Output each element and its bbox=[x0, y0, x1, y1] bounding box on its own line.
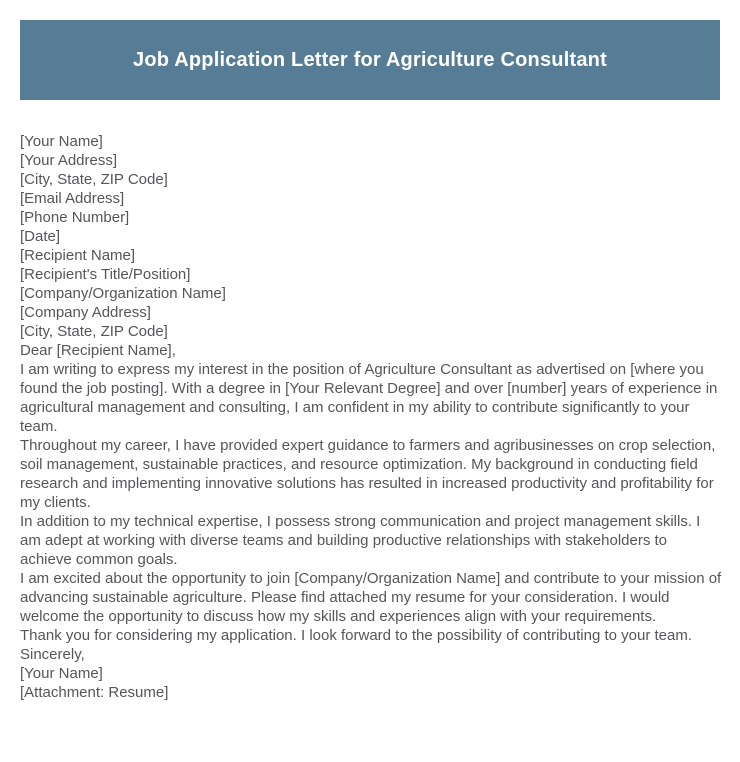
letter-line-company-city: [City, State, ZIP Code] bbox=[20, 323, 168, 340]
letter-salutation: Dear [Recipient Name], bbox=[20, 342, 176, 359]
letter-line-phone: [Phone Number] bbox=[20, 209, 130, 226]
letter-line-sender-name: [Your Name] bbox=[20, 133, 103, 150]
letter-line-recipient-title: [Recipient's Title/Position] bbox=[20, 266, 191, 283]
letter-attachment-note: [Attachment: Resume] bbox=[20, 684, 169, 701]
letter-line-sender-address: [Your Address] bbox=[20, 152, 118, 169]
letter-line-email: [Email Address] bbox=[20, 190, 125, 207]
letter-line-sender-city: [City, State, ZIP Code] bbox=[20, 171, 168, 188]
letter-paragraph-thanks: Thank you for considering my application. I look forward to the possibility of contributing to your team. bbox=[20, 627, 693, 644]
letter-line-company-address: [Company Address] bbox=[20, 304, 151, 321]
letter-paragraph-motivation: I am excited about the opportunity to join [Company/Organization Name] and contribute to your mission of advancing sustainable agriculture. Please find attached my resume for your consideration. I would welcome the opportunity to discuss how my skills and experiences align with your requirements. bbox=[20, 570, 722, 625]
letter-signature: [Your Name] bbox=[20, 665, 103, 682]
letter-line-date: [Date] bbox=[20, 228, 61, 245]
letter-paragraph-experience: Throughout my career, I have provided expert guidance to farmers and agribusinesses on crop selection, soil management, sustainable practices, and resource optimization. My background in conducting field research and implementing innovative solutions has resulted in increased productivity and profitability for my clients. bbox=[20, 437, 716, 511]
letter-paragraph-intro: I am writing to express my interest in the position of Agriculture Consultant as advertised on [where you found the job posting]. With a degree in [Your Relevant Degree] and over [number] years of experience in agricultural management and consulting, I am confident in my ability to contribute significantly to your team. bbox=[20, 361, 718, 435]
page-title: Job Application Letter for Agriculture Consultant bbox=[133, 48, 607, 71]
title-banner bbox=[20, 20, 720, 100]
letter-body bbox=[20, 132, 722, 702]
letter-closing: Sincerely, bbox=[20, 646, 85, 663]
letter-line-recipient-name: [Recipient Name] bbox=[20, 247, 136, 264]
letter-paragraph-skills: In addition to my technical expertise, I possess strong communication and project management skills. I am adept at working with diverse teams and building productive relationships with stakeholders to achieve common goals. bbox=[20, 513, 701, 568]
letter-line-company-name: [Company/Organization Name] bbox=[20, 285, 226, 302]
